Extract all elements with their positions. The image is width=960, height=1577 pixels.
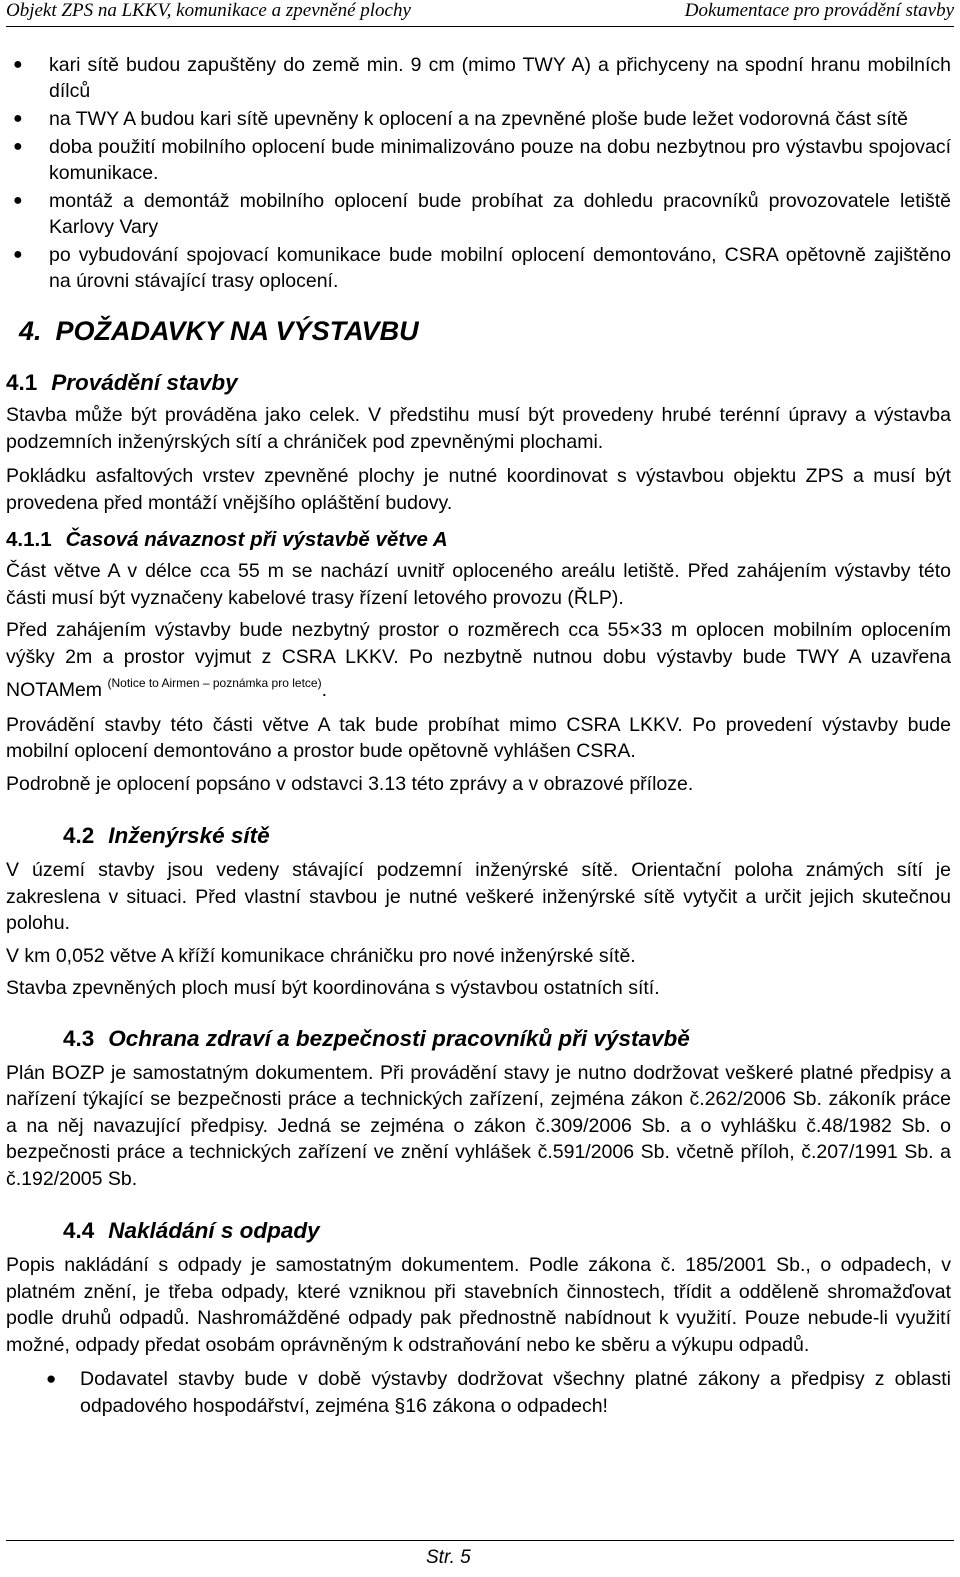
header-project-title: Objekt ZPS na LKKV, komunikace a zpevněné plochy xyxy=(6,0,411,21)
header-document-type: Dokumentace pro provádění stavby xyxy=(684,0,954,21)
paragraph: V km 0,052 větve A kříží komunikace chráničku pro nové inženýrské sítě. xyxy=(6,944,636,967)
list-item: ● montáž a demontáž mobilního oplocení bude probíhat za dohledu pracovníků provozovatele letiště Karlovy Vary xyxy=(13,190,951,238)
list-item: ● na TWY A budou kari sítě upevněny k oplocení a na zpevněné ploše bude ležet vodorovná část sítě xyxy=(13,108,908,130)
waste-bullet-list xyxy=(6,1366,951,1419)
paragraph: V území stavby jsou vedeny stávající podzemní inženýrské sítě. Orientační poloha známých sítí je zakreslena v situaci. Před vlastní stavbou je nutné veškeré inženýrské sítě vytyčit a určit jejich skutečnou polohu. xyxy=(6,859,951,934)
page-footer xyxy=(6,1540,954,1568)
page-number: Str. 5 xyxy=(426,1547,471,1568)
paragraph: Před zahájením výstavby bude nezbytný prostor o rozměrech cca 55×33 m oplocen mobilním oplocením výšky 2m a prostor vyjmut z CSRA LKKV. Po nezbytně nutnou dobu výstavby bude TWY A uzavřena NOTAMem $^{(Notice to Airmen - poznámka pro letce)}$. xyxy=(6,619,951,701)
paragraph: Popis nakládání s odpady je samostatným dokumentem. Podle zákona č. 185/2001 Sb., o odpadech, v platném znění, je třeba odpady, které vzniknou při stavebních činnostech, třídit a odděleně shromažďovat podle druhů odpadů. Nashromážděné odpady pak přednostně nabídnout k využití. Pouze nebude-li využití možné, odpady předat osobám oprávněným k odstraňování nebo ke sběru a výkupu odpadů. xyxy=(6,1254,951,1356)
paragraph: Část větve A v délce cca 55 m se nachází uvnitř oploceného areálu letiště. Před zahájením výstavby této části musí být vyznačeny kabelové trasy řízení letového provozu (ŘLP). xyxy=(6,560,951,609)
paragraph: Provádění stavby této části větve A tak bude probíhat mimo CSRA LKKV. Po provedení výstavby bude mobilní oplocení demontováno a prostor bude opětovně vyhlášen CSRA. xyxy=(6,713,951,762)
section-heading-4-1-1: 4.1.1 Časová návaznost při výstavbě větve A xyxy=(6,528,448,551)
notam-footnote: (Notice to Airmen – poznámka pro letce) xyxy=(107,676,322,690)
page-header xyxy=(6,0,954,27)
section-heading-4-4: 4.4 Nakládání s odpady xyxy=(63,1218,320,1243)
paragraph: Podrobně je oplocení popsáno v odstavci 3.13 této zprávy a v obrazové příloze. xyxy=(6,772,694,795)
document-body xyxy=(6,52,951,1419)
paragraph: Stavba zpevněných ploch musí být koordinována s výstavbou ostatních sítí. xyxy=(6,977,660,999)
bullet-dot-icon: ● xyxy=(46,1369,57,1388)
paragraph: Plán BOZP je samostatným dokumentem. Při provádění stavy je nutno dodržovat veškeré platné předpisy a nařízení týkající se bezpečnosti práce a technických zařízení, zejména zákon č.262/2006 Sb. zákoník práce a na něj navazující předpisy. Jedná se zejména o zákon č.309/2006 Sb. a o vyhlášku č.48/1982 Sb. o bezpečnosti práce a technických zařízení ve znění vyhlášek č.591/2006 Sb. včetně příloh, č.207/1991 Sb. a č.192/2005 Sb. xyxy=(6,1061,951,1190)
section-heading-4: 4. POŽADAVKY NA VÝSTAVBU xyxy=(19,316,419,346)
fencing-bullet-list xyxy=(6,52,951,294)
list-item: ● Dodavatel stavby bude v době výstavby dodržovat všechny platné zákony a předpisy z oblasti odpadového hospodářství, zejména §16 zákona o odpadech! xyxy=(46,1368,951,1417)
section-heading-4-2: 4.2 Inženýrské sítě xyxy=(63,823,270,848)
section-heading-4-1: 4.1 Provádění stavby xyxy=(6,370,238,395)
paragraph: Stavba může být prováděna jako celek. V předstihu musí být provedeny hrubé terénní úpravy a výstavba podzemních inženýrských sítí a chrániček pod zpevněnými plochami. xyxy=(6,404,951,453)
section-heading-4-3: 4.3 Ochrana zdraví a bezpečnosti pracovníků při výstavbě xyxy=(63,1025,690,1051)
bullet-dot-icon: ● xyxy=(13,192,23,209)
bullet-dot-icon: ● xyxy=(13,138,23,155)
bullet-dot-icon: ● xyxy=(13,56,23,73)
bullet-dot-icon: ● xyxy=(13,110,23,127)
bullet-dot-icon: ● xyxy=(13,246,23,263)
list-item: ● po vybudování spojovací komunikace bude mobilní oplocení demontováno, CSRA opětovně zajištěno na úrovni stávající trasy oplocení. xyxy=(13,244,951,292)
list-item: ● doba použití mobilního oplocení bude minimalizováno pouze na dobu nezbytnou pro výstavbu spojovací komunikace. xyxy=(13,136,951,184)
list-item: ● kari sítě budou zapuštěny do země min. 9 cm (mimo TWY A) a přichyceny na spodní hranu mobilních dílců xyxy=(13,54,951,102)
paragraph: Pokládku asfaltových vrstev zpevněné plochy je nutné koordinovat s výstavbou objektu ZPS a musí být provedena před montáží vnějšího opláštění budovy. xyxy=(6,465,951,514)
